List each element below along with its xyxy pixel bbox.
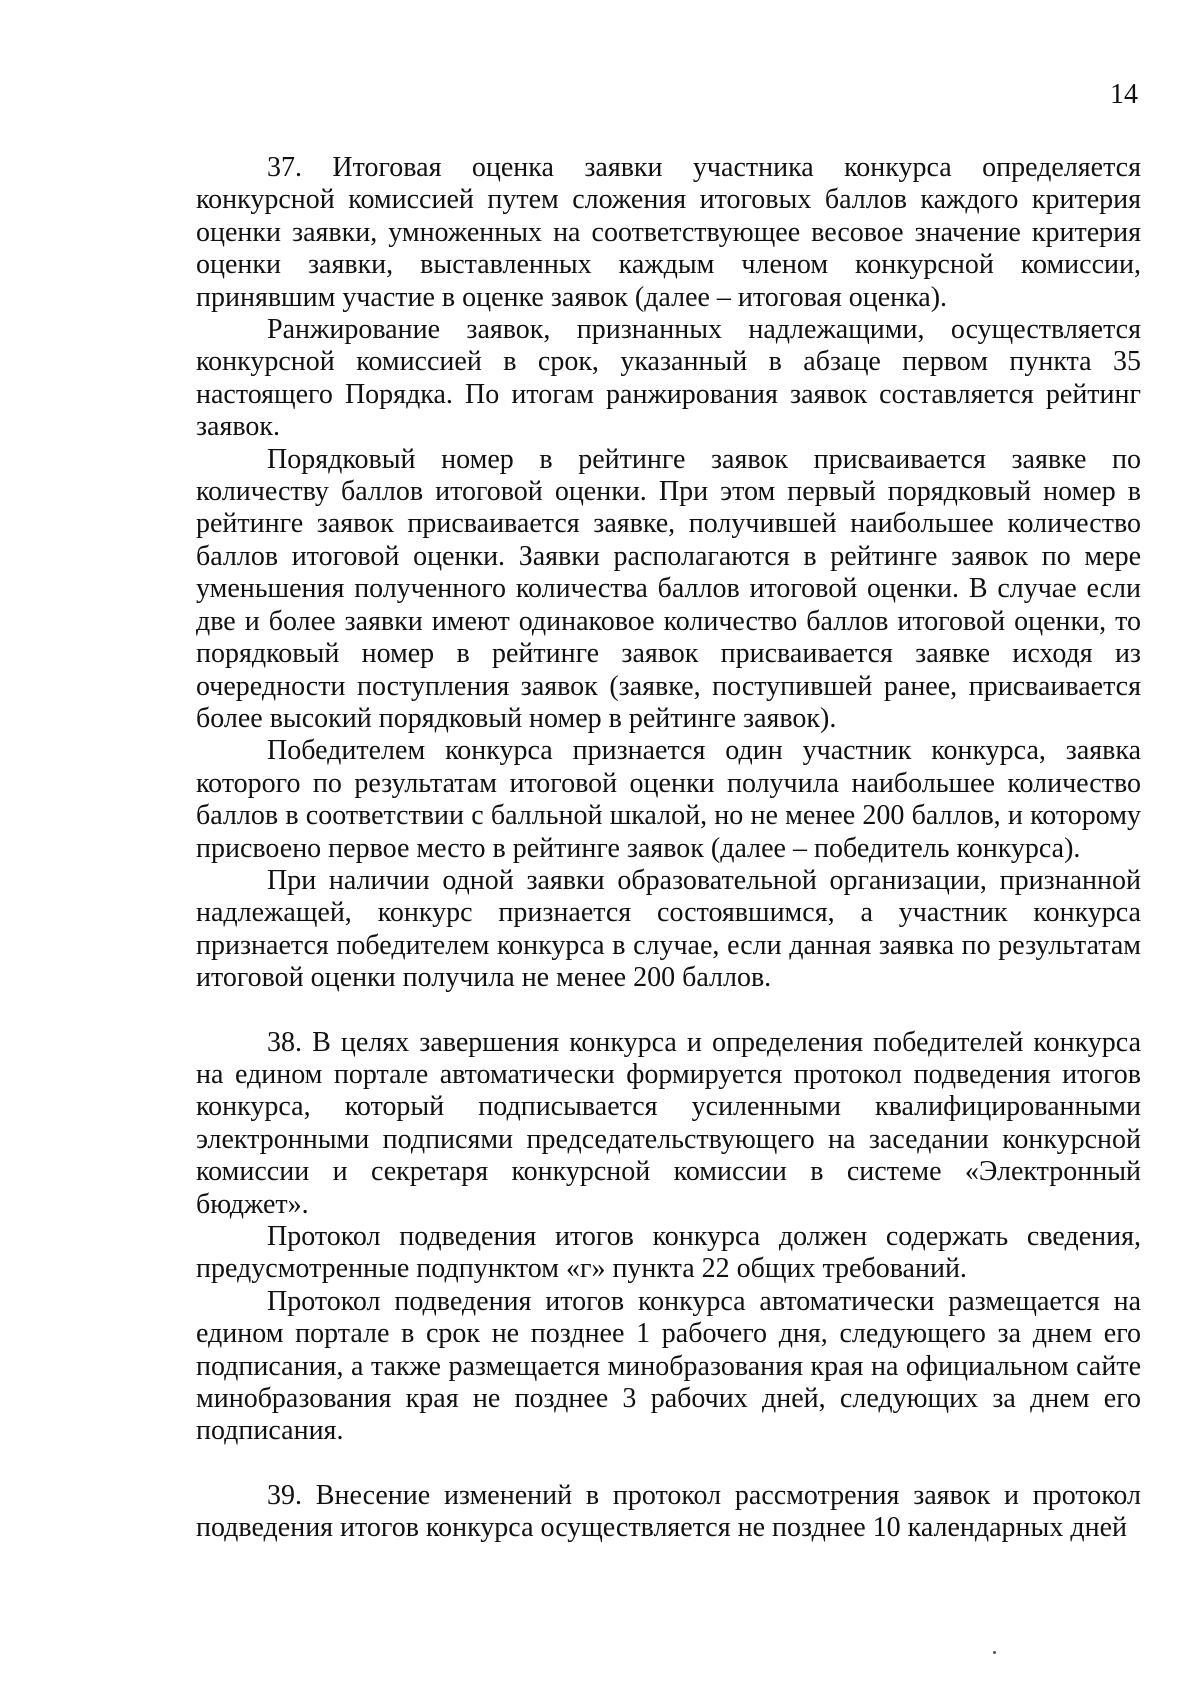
document-body <box>196 152 1141 1545</box>
paragraph-single-application: При наличии одной заявки образовательной организации, признанной надлежащей, конкурс признается состоявшимся, а участник конкурса признается победителем конкурса в случае, если данная заявка по результатам итоговой оценки получила не менее 200 баллов. <box>196 864 1141 994</box>
paragraph-39: 39. Внесение изменений в протокол рассмотрения заявок и протокол подведения итогов конкурса осуществляется не позднее 10 календарных дней <box>196 1479 1141 1544</box>
paragraph-protocol-content: Протокол подведения итогов конкурса должен содержать сведения, предусмотренные подпунктом «г» пункта 22 общих требований. <box>196 1221 1141 1285</box>
paragraph-rating-order: Порядковый номер в рейтинге заявок присваивается заявке по количеству баллов итоговой оценки. При этом первый порядковый номер в рейтинге заявок присваивается заявке, получившей наибольшее количество баллов итоговой оценки. Заявки располагаются в рейтинге заявок по мере уменьшения полученного количества баллов итоговой оценки. В случае если две и более заявки имеют одинаковое количество баллов итоговой оценки, то порядковый номер в рейтинге заявок присваивается заявке исходя из очередности поступления заявок (заявке, поступившей ранее, присваивается более высокий порядковый номер в рейтинге заявок). <box>196 443 1141 734</box>
paragraph-ranking: Ранжирование заявок, признанных надлежащими, осуществляется конкурсной комиссией в срок, указанный в абзаце первом пункта 35 настоящего Порядка. По итогам ранжирования заявок составляется рейтинг заявок. <box>196 314 1141 443</box>
scan-speck <box>993 1651 996 1654</box>
paragraph-37: 37. Итоговая оценка заявки участника конкурса определяется конкурсной комиссией путем сложения итоговых баллов каждого критерия оценки заявки, умноженных на соответствующее весовое значение критерия оценки заявки, выставленных каждым членом конкурсной комиссии, принявшим участие в оценке заявок (далее – итоговая оценка). <box>196 152 1141 313</box>
paragraph-protocol-publication: Протокол подведения итогов конкурса автоматически размещается на едином портале в срок не позднее 1 рабочего дня, следующего за днем его подписания, а также размещается минобразования края на официальном сайте минобразования края не позднее 3 рабочих дней, следующих за днем его подписания. <box>196 1285 1141 1447</box>
paragraph-winner: Победителем конкурса признается один участник конкурса, заявка которого по результатам итоговой оценки получила наибольшее количество баллов в соответствии с балльной шкалой, но не менее 200 баллов, и которому присвоено первое место в рейтинге заявок (далее – победитель конкурса). <box>196 735 1141 864</box>
page-number: 14 <box>1110 79 1138 110</box>
paragraph-38: 38. В целях завершения конкурса и определения победителей конкурса на едином портале автоматически формируется протокол подведения итогов конкурса, который подписывается усиленными квалифицированными электронными подписями председательствующего на заседании конкурсной комиссии и секретаря конкурсной комиссии в системе «Электронный бюджет». <box>196 1026 1141 1220</box>
